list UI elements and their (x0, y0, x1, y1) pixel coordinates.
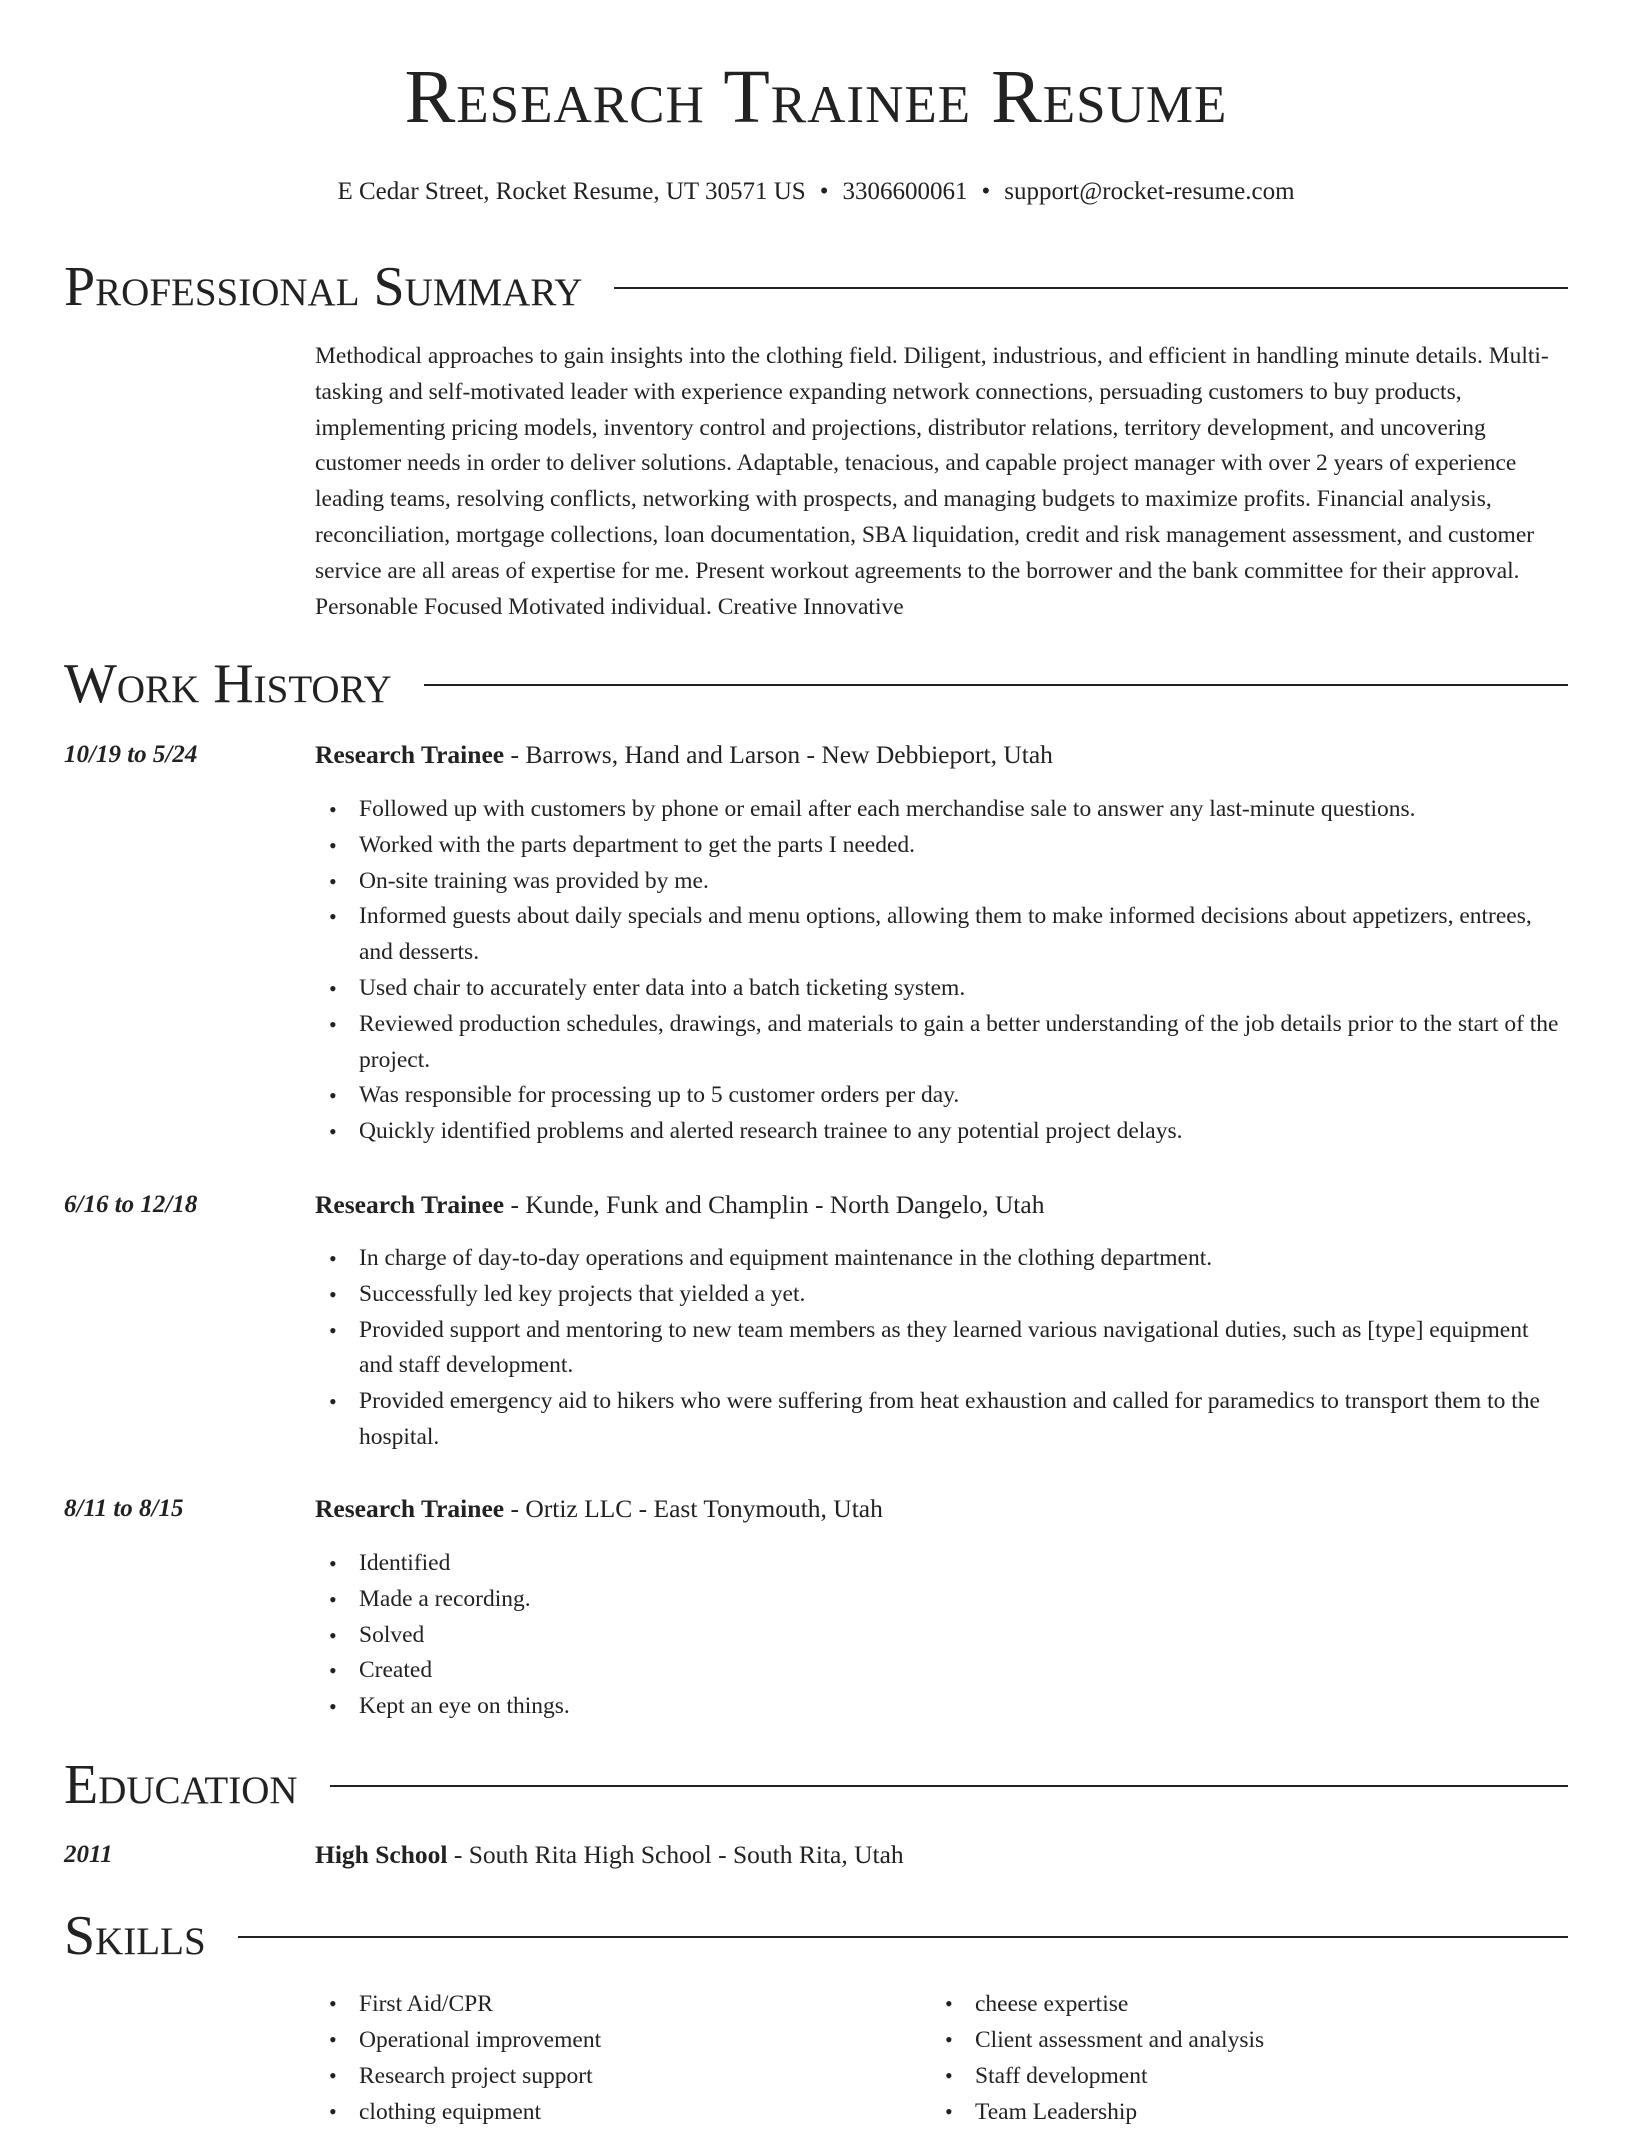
job-header (315, 1491, 1568, 1527)
work-section-title: Work History (64, 653, 392, 715)
skill-item: • clothing equipment (359, 2094, 915, 2130)
list-item: • Worked with the parts department to get the parts I needed. (359, 828, 1568, 864)
education-section-header (64, 1750, 1568, 1820)
job-bullets (315, 1241, 1568, 1456)
skill-item: • Research project support (359, 2058, 915, 2094)
summary-section-header (64, 252, 1568, 322)
list-item: • Quickly identified problems and alerted research trainee to any potential project delays. (359, 1114, 1568, 1150)
section-divider (614, 287, 1568, 289)
education-section-title: Education (64, 1754, 298, 1816)
list-item: • Kept an eye on things. (359, 1689, 1568, 1725)
list-item: • Was responsible for processing up to 5 customer orders per day. (359, 1078, 1568, 1114)
summary-section-title: Professional Summary (64, 256, 583, 318)
education-entry (315, 1837, 1568, 1873)
section-divider (424, 684, 1568, 686)
job-bullets (315, 1546, 1568, 1725)
job-details: - Kunde, Funk and Champlin - North Dangelo, Utah (504, 1190, 1045, 1219)
contact-line (0, 174, 1632, 210)
job-role: Research Trainee (315, 740, 505, 769)
job-dates: 8/11 to 8/15 (64, 1495, 184, 1522)
education-year: 2011 (64, 1841, 113, 1868)
job-role: Research Trainee (315, 1190, 505, 1219)
job-dates: 6/16 to 12/18 (64, 1191, 198, 1218)
work-section-header (64, 649, 1568, 719)
contact-separator: • (819, 178, 829, 205)
list-item: • Successfully led key projects that yielded a yet. (359, 1277, 1568, 1313)
list-item: • Reviewed production schedules, drawings, and materials to gain a better understanding of the job details prior to the start of the project. (359, 1007, 1568, 1079)
list-item: • Identified (359, 1546, 1568, 1582)
list-item: • Followed up with customers by phone or email after each merchandise sale to answer any last-minute questions. (359, 792, 1568, 828)
skills-section-title: Skills (64, 1905, 206, 1967)
job-details: - Barrows, Hand and Larson - New Debbieport, Utah (504, 740, 1053, 769)
skill-item: • cheese expertise (975, 1986, 1531, 2022)
skill-item: • Team Leadership (975, 2094, 1531, 2130)
skill-item: • First Aid/CPR (359, 1986, 915, 2022)
skills-list-right (931, 1986, 1531, 2130)
skill-item: • Operational improvement (359, 2022, 915, 2058)
skills-section-header (64, 1901, 1568, 1971)
section-divider (330, 1785, 1568, 1787)
education-degree: High School (315, 1840, 448, 1869)
resume-name: Research Trainee Resume (404, 55, 1228, 139)
list-item: • In charge of day-to-day operations and equipment maintenance in the clothing department. (359, 1241, 1568, 1277)
summary-text: Methodical approaches to gain insights into the clothing field. Diligent, industrious, and efficient in handling minute details. Multi-tasking and self-motivated leader with experience expanding network connections, persuading customers to buy products, implementing pricing models, inventory control and projections, distributor relations, territory development, and uncovering customer needs in order to deliver solutions. Adaptable, tenacious, and capable project manager with over 2 years of experience leading teams, resolving conflicts, networking with prospects, and managing budgets to maximize profits. Financial analysis, reconciliation, mortgage collections, loan documentation, SBA liquidation, credit and risk management assessment, and customer service are all areas of expertise for me. Present workout agreements to the borrower and the bank committee for their approval. Personable Focused Motivated individual. Creative Innovative (315, 343, 1549, 620)
list-item: • Provided emergency aid to hikers who were suffering from heat exhaustion and called for paramedics to transport them to the hospital. (359, 1384, 1568, 1456)
list-item: • Created (359, 1653, 1568, 1689)
list-item: • Provided support and mentoring to new team members as they learned various navigational duties, such as [type] equipment and staff development. (359, 1313, 1568, 1385)
job-header (315, 1187, 1568, 1223)
job-role: Research Trainee (315, 1494, 505, 1523)
contact-phone: 3306600061 (842, 178, 968, 205)
contact-email: support@rocket-resume.com (1004, 178, 1295, 205)
list-item: • Used chair to accurately enter data into a batch ticketing system. (359, 971, 1568, 1007)
skills-list-left (315, 1986, 915, 2130)
list-item: • Solved (359, 1618, 1568, 1654)
section-divider (238, 1936, 1568, 1938)
skill-item: • Client assessment and analysis (975, 2022, 1531, 2058)
job-details: - Ortiz LLC - East Tonymouth, Utah (504, 1494, 883, 1523)
education-details: - South Rita High School - South Rita, Utah (447, 1840, 904, 1869)
job-dates: 10/19 to 5/24 (64, 741, 198, 768)
job-header (315, 737, 1568, 773)
list-item: • Informed guests about daily specials and menu options, allowing them to make informed decisions about appetizers, entrees, and desserts. (359, 899, 1568, 971)
list-item: • On-site training was provided by me. (359, 864, 1568, 900)
contact-separator: • (981, 178, 991, 205)
contact-address: E Cedar Street, Rocket Resume, UT 30571 US (337, 178, 806, 205)
list-item: • Made a recording. (359, 1582, 1568, 1618)
skill-item: • Staff development (975, 2058, 1531, 2094)
job-bullets (315, 792, 1568, 1150)
